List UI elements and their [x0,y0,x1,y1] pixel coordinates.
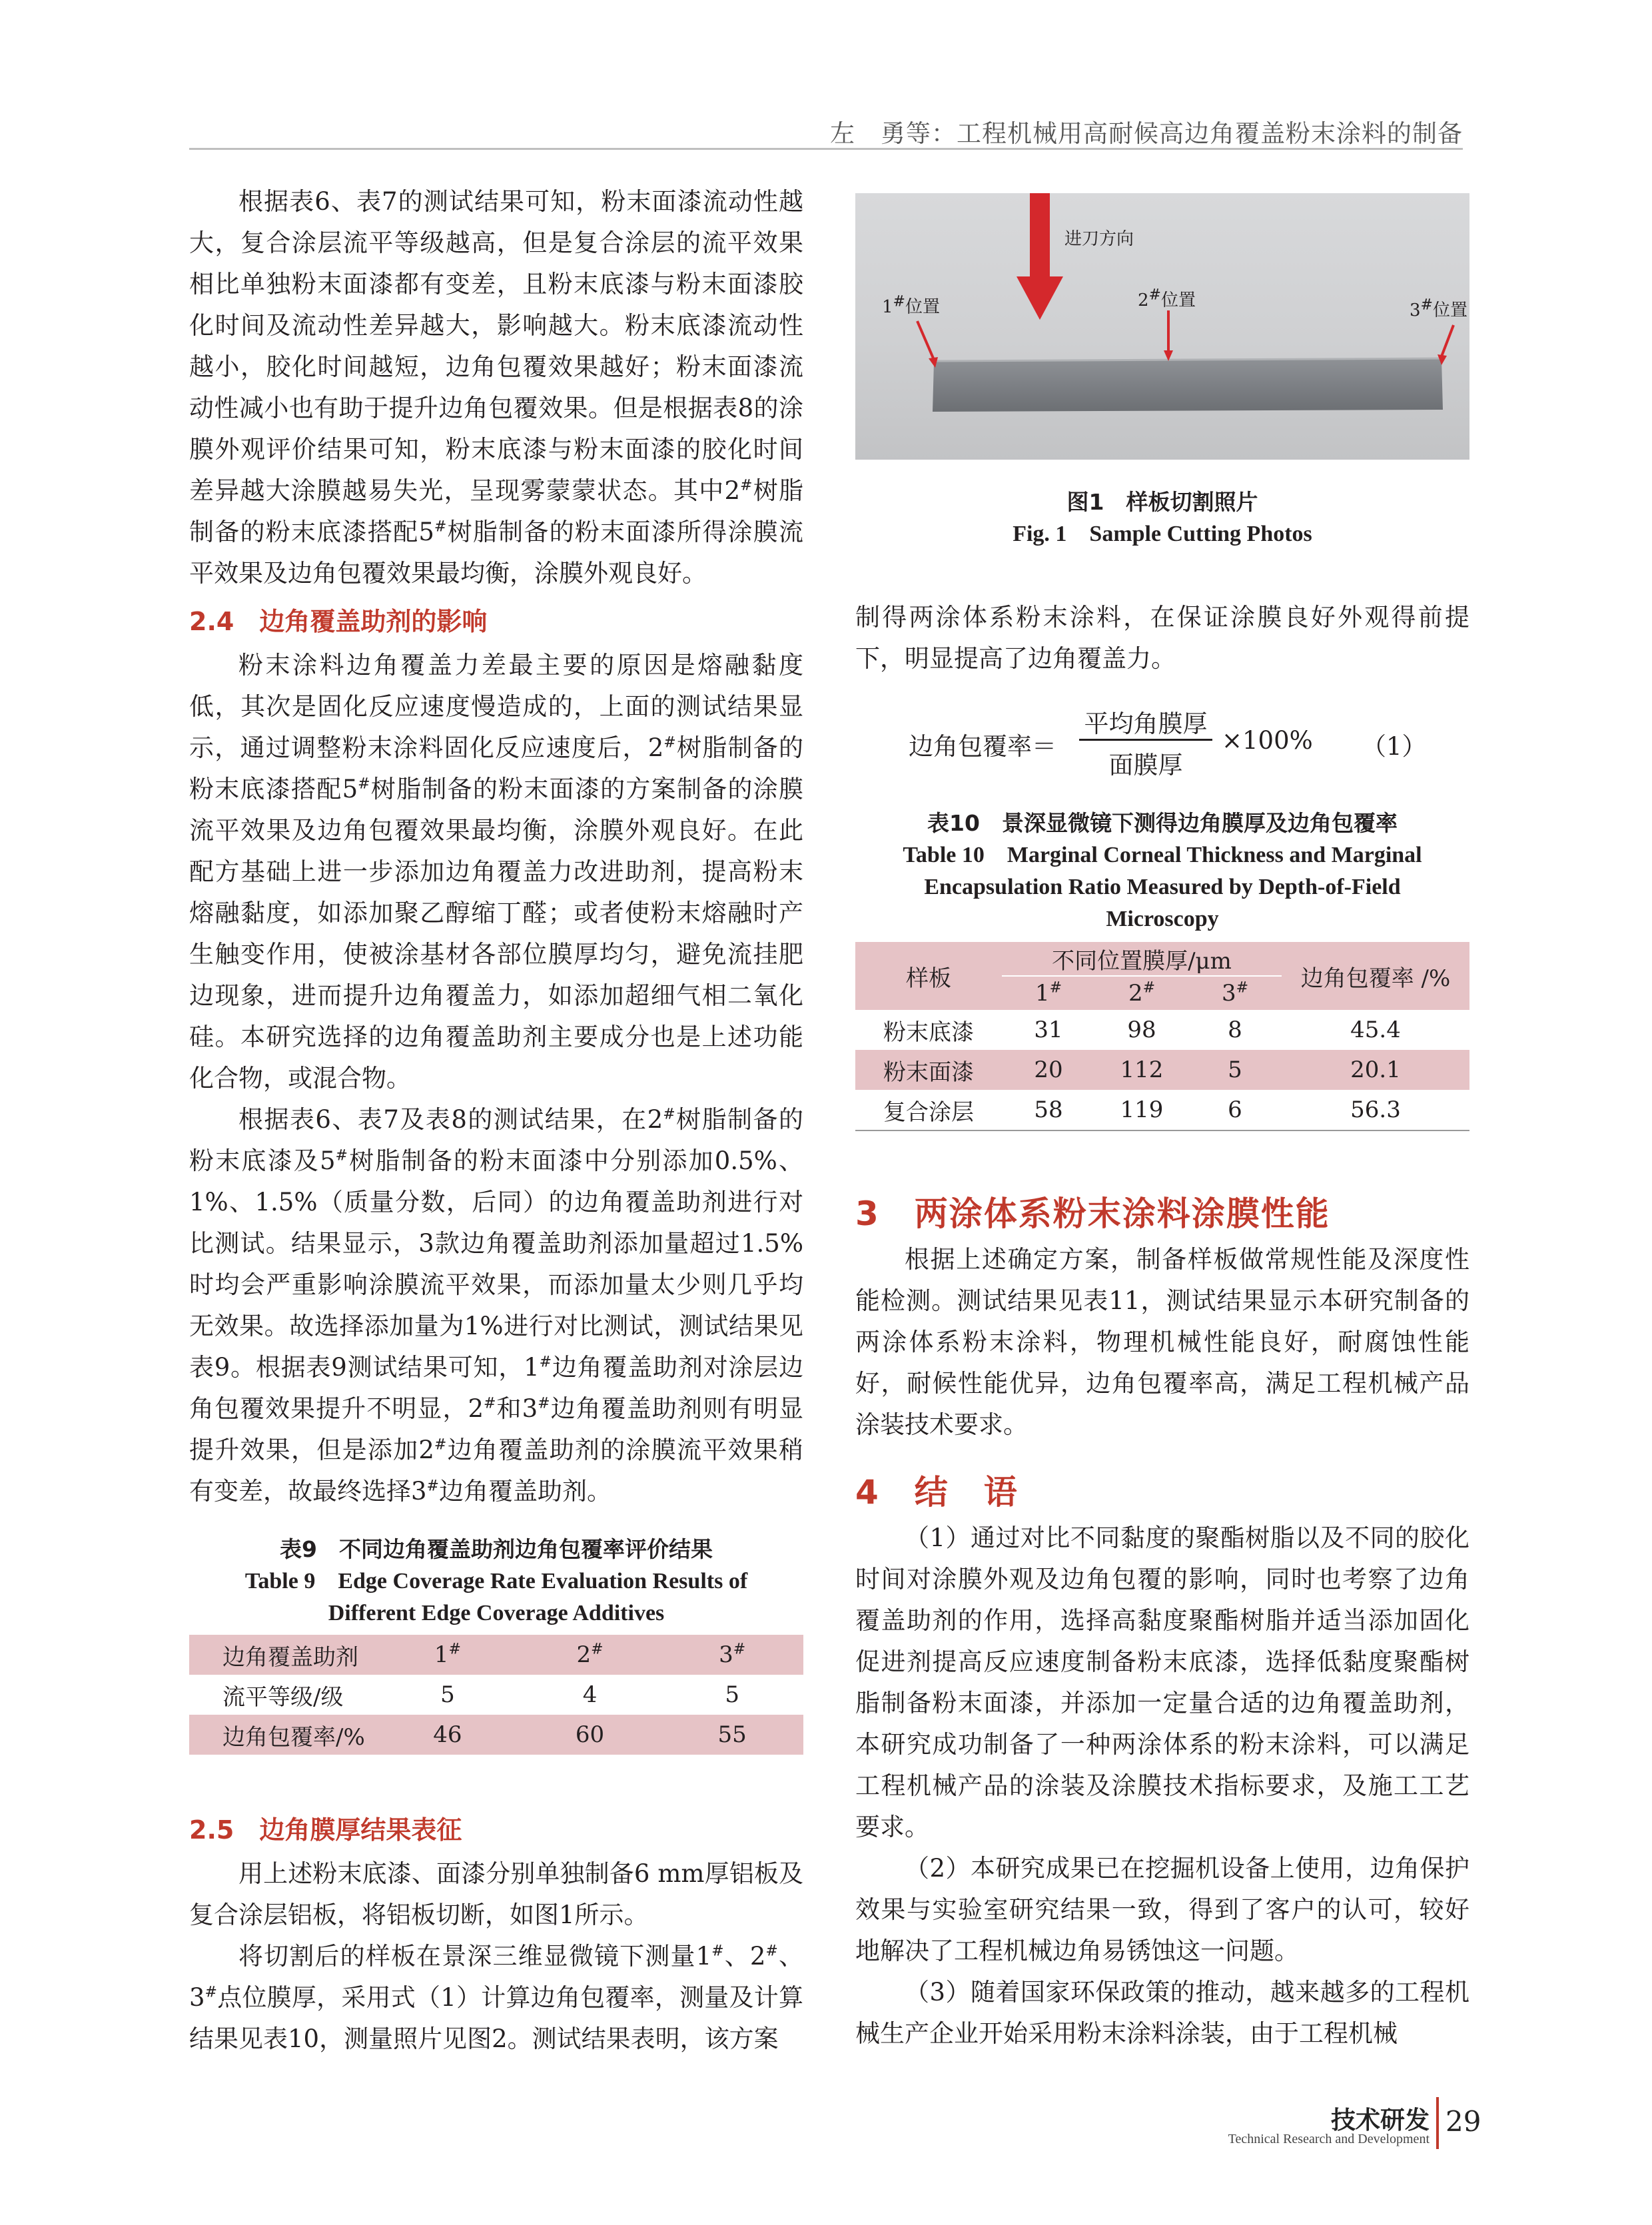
aluminum-plate [933,358,1443,412]
table-10-caption-cn: 表10 景深显微镜下测得边角膜厚及边角包覆率 [927,810,1398,836]
section-heading-2-4: 2.4 边角覆盖助剂的影响 [189,607,488,636]
figure-1-caption-en: Fig. 1 Sample Cutting Photos [1013,522,1312,546]
table-row: 流平等级/级 5 4 5 [189,1675,803,1715]
photo-label-direction: 进刀方向 [1064,229,1134,249]
left-column-lower [189,1803,803,2060]
right-column-upper [855,597,1469,679]
figure-1-caption-cn: 图1 样板切割照片 [1066,489,1258,515]
table-9-block [189,1534,803,1755]
header-rule [189,148,1463,150]
table-row: 复合涂层 58 119 6 56.3 [855,1090,1469,1130]
paragraph: 根据表6、表7及表8的测试结果，在2#树脂制备的粉末底漆及5#树脂制备的粉末面漆中分别添加0.5%、1%、1.5%（质量分数，后同）的边角覆盖助剂进行对比测试。结果显示，3款边角覆盖助剂添加量超过1.5%时均会严重影响涂膜流平效果，而添加量太少则几乎均无效果。故选择添加量为1%进行对比测试，测试结果见表9。根据表9测试结果可知，1#边角覆盖助剂对涂层边角包覆效果提升不明显，2#和3#边角覆盖助剂则有明显提升效果，但是添加2#边角覆盖助剂的涂膜流平效果稍有变差，故最终选择3#边角覆盖助剂。 [189,1105,804,1506]
left-column [189,181,803,1512]
section-heading-3: 3 两涂体系粉末涂料涂膜性能 [855,1194,1330,1233]
page-number: 29 [1446,2105,1481,2138]
table-header-row: 1# 2# 3# [855,976,1469,1010]
footer-section-cn: 技术研发 [1331,2106,1430,2134]
sample-cutting-photo [855,193,1469,460]
photo-label-pos2: 2#位置 [1138,286,1196,310]
right-column-section-4 [855,1518,1469,2054]
table-9-caption-en: Table 9 Edge Coverage Rate Evaluation Results of Different Edge Coverage Additives [244,1569,748,1625]
table-header-row: 样板 不同位置膜厚/μm 边角包覆率 /% [855,942,1469,976]
paragraph: （3）随着国家环保政策的推动，越来越多的工程机械生产企业开始采用粉末涂料涂装，由于工程机械 [855,1978,1469,2048]
paragraph: 粉末涂料边角覆盖力差最主要的原因是熔融黏度低，其次是固化反应速度慢造成的，上面的测试结果显示，通过调整粉末涂料固化反应速度后，2#树脂制备的粉末底漆搭配5#树脂制备的粉末面漆的方案制备的涂膜流平效果及边角包覆效果最均衡，涂膜外观良好。在此配方基础上进一步添加边角覆盖力改进助剂，提高粉末熔融黏度，如添加聚乙醇缩丁醛；或者使粉末熔融时产生触变作用，使被涂基材各部位膜厚均匀，避免流挂肥边现象，进而提升边角覆盖力，如添加超细气相二氧化硅。本研究选择的边角覆盖助剂主要成分也是上述功能化合物，或混合物。 [189,651,803,1093]
equation-1: 边角包覆率＝ 平均角膜厚 面膜厚 ×100% （1） [909,709,1427,779]
paragraph: 根据上述确定方案，制备样板做常规性能及深度性能检测。测试结果见表11，测试结果显示本研究制备的两涂体系粉末涂料，物理机械性能良好，耐腐蚀性能好，耐候性能优异，边角包覆率高，满足工程机械产品涂装技术要求。 [855,1245,1469,1439]
running-title: 左 勇等：工程机械用高耐候高边角覆盖粉末涂料的制备 [830,119,1463,148]
footer-divider [1436,2097,1439,2149]
footer-section-en: Technical Research and Development [1228,2132,1430,2146]
paragraph: 制得两涂体系粉末涂料，在保证涂膜良好外观得前提下，明显提高了边角覆盖力。 [855,603,1469,673]
table-9 [189,1635,803,1755]
paragraph: 根据表6、表7的测试结果可知，粉末面漆流动性越大，复合涂层流平等级越高，但是复合涂层的流平效果相比单独粉末面漆都有变差，且粉末底漆与粉末面漆胶化时间及流动性差异越大，影响越大。粉末底漆流动性越小，胶化时间越短，边角包覆效果越好；粉末面漆流动性减小也有助于提升边角包覆效果。但是根据表8的涂膜外观评价结果可知，粉末底漆与粉末面漆的胶化时间差异越大涂膜越易失光，呈现雾蒙蒙状态。其中2#树脂制备的粉末底漆搭配5#树脂制备的粉末面漆所得涂膜流平效果及边角包覆效果最均衡，涂膜外观良好。 [189,187,804,588]
section-heading-2-5: 2.5 边角膜厚结果表征 [189,1815,462,1845]
table-row: 粉末底漆 31 98 8 45.4 [855,1010,1469,1050]
paragraph: 用上述粉末底漆、面漆分别单独制备6 mm厚铝板及复合涂层铝板，将铝板切断，如图1所示。 [189,1859,803,1929]
table-row: 粉末面漆 20 112 5 20.1 [855,1050,1469,1090]
table-row: 边角覆盖助剂 1# 2# 3# [189,1635,803,1675]
photo-label-pos1: 1#位置 [882,293,940,317]
table-10-caption-en: Table 10 Marginal Corneal Thickness and Marginal Encapsulation Ratio Measured by Depth-of-Field Microscopy [903,843,1422,931]
feed-direction-arrow [1030,193,1050,280]
fraction-bar [1079,739,1212,741]
paragraph: （1）通过对比不同黏度的聚酯树脂以及不同的胶化时间对涂膜外观及边角包覆的影响，同时也考察了边角覆盖助剂的作用，选择高黏度聚酯树脂并适当添加固化促进剂提高反应速度制备粉末底漆，选择低黏度聚酯树脂制备粉末面漆，并添加一定量合适的边角覆盖助剂，本研究成功制备了一种两涂体系的粉末涂料，可以满足工程机械产品的涂装及涂膜技术指标要求，及施工工艺要求。 [855,1524,1469,1841]
table-10 [855,942,1469,1131]
table-10-block [855,807,1469,1131]
photo-label-pos3: 3#位置 [1410,296,1467,320]
figure-1-caption [855,486,1469,550]
table-row: 边角包覆率/% 46 60 55 [189,1715,803,1755]
section-heading-4: 4 结 语 [855,1473,1019,1512]
paragraph: 将切割后的样板在景深三维显微镜下测量1#、2#、3#点位膜厚，采用式（1）计算边角包覆率，测量及计算结果见表10，测量照片见图2。测试结果表明，该方案 [189,1942,804,2053]
right-column-section-3 [855,1239,1469,1446]
table-9-caption-cn: 表9 不同边角覆盖助剂边角包覆率评价结果 [280,1536,713,1562]
paragraph: （2）本研究成果已在挖掘机设备上使用，边角保护效果与实验室研究结果一致，得到了客户的认可，较好地解决了工程机械边角易锈蚀这一问题。 [855,1854,1469,1965]
equation-number: （1） [1362,732,1427,761]
